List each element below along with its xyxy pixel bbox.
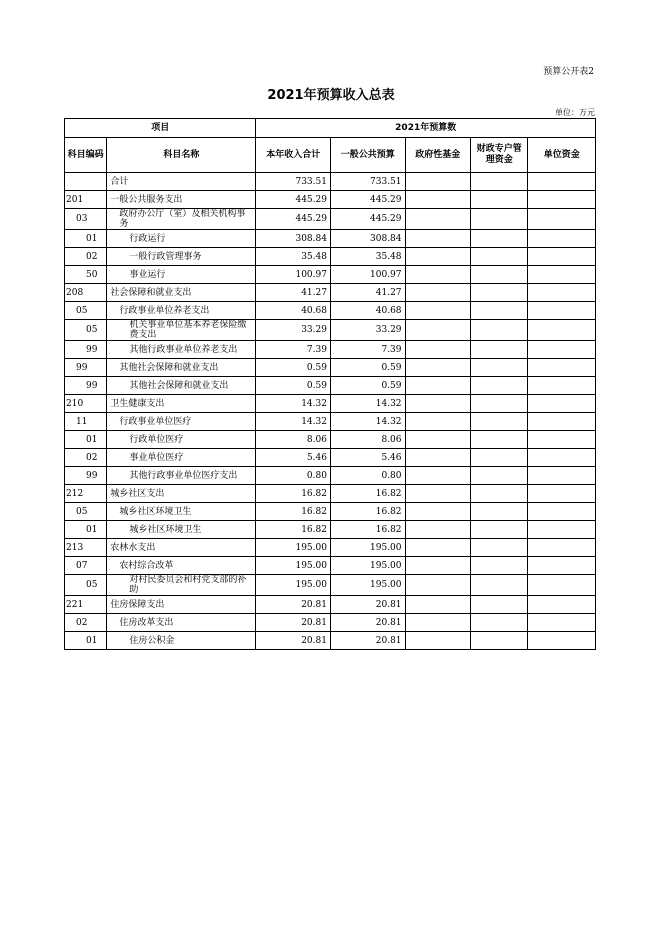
cell-unit	[528, 614, 596, 632]
header-row-group	[65, 119, 596, 138]
cell-code: 208	[65, 284, 107, 302]
cell-fund	[405, 302, 470, 320]
header-unit: 单位资金	[528, 138, 596, 173]
cell-name: 对村民委员会和村党支部的补助	[107, 575, 256, 596]
cell-special	[471, 359, 528, 377]
cell-special	[471, 575, 528, 596]
cell-name: 行政事业单位医疗	[107, 413, 256, 431]
table-row	[65, 413, 596, 431]
cell-special	[471, 266, 528, 284]
cell-unit	[528, 377, 596, 395]
cell-general: 100.97	[330, 266, 405, 284]
cell-general: 0.80	[330, 467, 405, 485]
cell-total: 14.32	[256, 395, 331, 413]
cell-name: 一般公共服务支出	[107, 191, 256, 209]
header-project: 项目	[65, 119, 256, 138]
cell-unit	[528, 449, 596, 467]
cell-special	[471, 341, 528, 359]
cell-name: 行政事业单位养老支出	[107, 302, 256, 320]
cell-general: 20.81	[330, 614, 405, 632]
cell-general: 16.82	[330, 485, 405, 503]
cell-general: 195.00	[330, 575, 405, 596]
cell-unit	[528, 266, 596, 284]
cell-general: 733.51	[330, 173, 405, 191]
cell-code: 11	[65, 413, 107, 431]
cell-code: 02	[65, 449, 107, 467]
cell-total: 5.46	[256, 449, 331, 467]
table-row	[65, 230, 596, 248]
cell-total: 20.81	[256, 596, 331, 614]
table-row	[65, 284, 596, 302]
cell-unit	[528, 173, 596, 191]
cell-general: 16.82	[330, 521, 405, 539]
cell-special	[471, 614, 528, 632]
cell-special	[471, 632, 528, 650]
cell-total: 16.82	[256, 503, 331, 521]
cell-name: 住房改革支出	[107, 614, 256, 632]
table-row	[65, 449, 596, 467]
cell-name: 农林水支出	[107, 539, 256, 557]
cell-total: 445.29	[256, 191, 331, 209]
table-row	[65, 377, 596, 395]
cell-general: 8.06	[330, 431, 405, 449]
cell-unit	[528, 557, 596, 575]
cell-code: 01	[65, 632, 107, 650]
cell-code: 05	[65, 503, 107, 521]
cell-fund	[405, 230, 470, 248]
cell-unit	[528, 575, 596, 596]
cell-general: 445.29	[330, 209, 405, 230]
cell-special	[471, 503, 528, 521]
cell-fund	[405, 557, 470, 575]
table-row	[65, 320, 596, 341]
cell-general: 445.29	[330, 191, 405, 209]
cell-unit	[528, 209, 596, 230]
cell-general: 195.00	[330, 539, 405, 557]
cell-unit	[528, 248, 596, 266]
cell-fund	[405, 209, 470, 230]
cell-code: 03	[65, 209, 107, 230]
header-fund: 政府性基金	[405, 138, 470, 173]
table-row	[65, 191, 596, 209]
cell-special	[471, 302, 528, 320]
cell-name: 其他社会保障和就业支出	[107, 377, 256, 395]
cell-fund	[405, 632, 470, 650]
cell-unit	[528, 632, 596, 650]
cell-fund	[405, 431, 470, 449]
header-row-columns	[65, 138, 596, 173]
table-row	[65, 431, 596, 449]
header-name: 科目名称	[107, 138, 256, 173]
cell-unit	[528, 485, 596, 503]
page-title: 2021年预算收入总表	[267, 88, 395, 103]
cell-total: 14.32	[256, 413, 331, 431]
cell-fund	[405, 449, 470, 467]
table-row	[65, 614, 596, 632]
cell-name: 住房保障支出	[107, 596, 256, 614]
cell-total: 20.81	[256, 614, 331, 632]
header-code: 科目编码	[65, 138, 107, 173]
header-special: 财政专户管理资金	[471, 138, 528, 173]
table-row	[65, 395, 596, 413]
cell-unit	[528, 431, 596, 449]
cell-code: 99	[65, 467, 107, 485]
cell-code: 99	[65, 359, 107, 377]
table-row	[65, 209, 596, 230]
cell-special	[471, 320, 528, 341]
table-row	[65, 341, 596, 359]
cell-general: 308.84	[330, 230, 405, 248]
cell-total: 7.39	[256, 341, 331, 359]
cell-name: 城乡社区支出	[107, 485, 256, 503]
document-id: 预算公开表2	[543, 67, 594, 77]
cell-general: 40.68	[330, 302, 405, 320]
cell-name: 机关事业单位基本养老保险缴费支出	[107, 320, 256, 341]
cell-special	[471, 248, 528, 266]
cell-unit	[528, 284, 596, 302]
cell-fund	[405, 413, 470, 431]
cell-total: 195.00	[256, 557, 331, 575]
cell-fund	[405, 467, 470, 485]
cell-name: 合计	[107, 173, 256, 191]
cell-total: 35.48	[256, 248, 331, 266]
cell-fund	[405, 395, 470, 413]
table-row	[65, 248, 596, 266]
cell-fund	[405, 596, 470, 614]
cell-fund	[405, 248, 470, 266]
cell-total: 0.80	[256, 467, 331, 485]
cell-general: 195.00	[330, 557, 405, 575]
cell-name: 卫生健康支出	[107, 395, 256, 413]
cell-special	[471, 413, 528, 431]
cell-name: 事业运行	[107, 266, 256, 284]
cell-code: 02	[65, 248, 107, 266]
cell-total: 733.51	[256, 173, 331, 191]
table-row	[65, 173, 596, 191]
cell-unit	[528, 395, 596, 413]
cell-special	[471, 467, 528, 485]
budget-table	[64, 118, 596, 650]
cell-total: 16.82	[256, 485, 331, 503]
header-general: 一般公共预算	[330, 138, 405, 173]
cell-general: 7.39	[330, 341, 405, 359]
cell-special	[471, 485, 528, 503]
cell-code: 01	[65, 230, 107, 248]
cell-total: 308.84	[256, 230, 331, 248]
cell-general: 20.81	[330, 596, 405, 614]
cell-fund	[405, 266, 470, 284]
table-row	[65, 539, 596, 557]
cell-special	[471, 449, 528, 467]
cell-general: 41.27	[330, 284, 405, 302]
cell-code: 50	[65, 266, 107, 284]
table-row	[65, 557, 596, 575]
cell-code: 05	[65, 320, 107, 341]
cell-code: 01	[65, 521, 107, 539]
table-row	[65, 467, 596, 485]
cell-total: 0.59	[256, 377, 331, 395]
table-row	[65, 503, 596, 521]
cell-unit	[528, 230, 596, 248]
cell-code: 210	[65, 395, 107, 413]
cell-unit	[528, 302, 596, 320]
cell-general: 5.46	[330, 449, 405, 467]
cell-name: 一般行政管理事务	[107, 248, 256, 266]
cell-general: 0.59	[330, 359, 405, 377]
cell-unit	[528, 539, 596, 557]
cell-special	[471, 431, 528, 449]
cell-fund	[405, 284, 470, 302]
cell-fund	[405, 503, 470, 521]
cell-total: 445.29	[256, 209, 331, 230]
cell-unit	[528, 359, 596, 377]
table-row	[65, 521, 596, 539]
cell-code: 05	[65, 302, 107, 320]
cell-fund	[405, 614, 470, 632]
cell-unit	[528, 503, 596, 521]
cell-special	[471, 521, 528, 539]
cell-special	[471, 191, 528, 209]
table-row	[65, 575, 596, 596]
cell-fund	[405, 485, 470, 503]
cell-code: 201	[65, 191, 107, 209]
cell-total: 33.29	[256, 320, 331, 341]
cell-total: 41.27	[256, 284, 331, 302]
cell-code: 99	[65, 377, 107, 395]
table-row	[65, 266, 596, 284]
cell-unit	[528, 341, 596, 359]
cell-code: 05	[65, 575, 107, 596]
cell-special	[471, 230, 528, 248]
cell-special	[471, 377, 528, 395]
cell-special	[471, 395, 528, 413]
cell-total: 195.00	[256, 575, 331, 596]
cell-special	[471, 539, 528, 557]
cell-total: 16.82	[256, 521, 331, 539]
cell-unit	[528, 596, 596, 614]
cell-general: 0.59	[330, 377, 405, 395]
cell-fund	[405, 191, 470, 209]
cell-unit	[528, 191, 596, 209]
cell-special	[471, 284, 528, 302]
cell-total: 8.06	[256, 431, 331, 449]
cell-fund	[405, 320, 470, 341]
table-row	[65, 632, 596, 650]
cell-name: 城乡社区环境卫生	[107, 503, 256, 521]
cell-total: 195.00	[256, 539, 331, 557]
cell-special	[471, 209, 528, 230]
cell-general: 33.29	[330, 320, 405, 341]
cell-name: 事业单位医疗	[107, 449, 256, 467]
table-row	[65, 359, 596, 377]
cell-code: 99	[65, 341, 107, 359]
cell-code	[65, 173, 107, 191]
table-row	[65, 596, 596, 614]
cell-total: 0.59	[256, 359, 331, 377]
cell-name: 住房公积金	[107, 632, 256, 650]
table-body	[65, 173, 596, 650]
cell-code: 213	[65, 539, 107, 557]
cell-name: 社会保障和就业支出	[107, 284, 256, 302]
cell-unit	[528, 467, 596, 485]
cell-total: 40.68	[256, 302, 331, 320]
cell-general: 35.48	[330, 248, 405, 266]
cell-name: 政府办公厅（室）及相关机构事务	[107, 209, 256, 230]
cell-fund	[405, 341, 470, 359]
cell-name: 其他行政事业单位养老支出	[107, 341, 256, 359]
cell-special	[471, 557, 528, 575]
cell-name: 行政单位医疗	[107, 431, 256, 449]
cell-general: 20.81	[330, 632, 405, 650]
header-budget: 2021年预算数	[256, 119, 596, 138]
table-row	[65, 302, 596, 320]
cell-code: 02	[65, 614, 107, 632]
cell-fund	[405, 359, 470, 377]
cell-fund	[405, 521, 470, 539]
cell-general: 16.82	[330, 503, 405, 521]
cell-unit	[528, 521, 596, 539]
table-row	[65, 485, 596, 503]
cell-code: 221	[65, 596, 107, 614]
cell-special	[471, 173, 528, 191]
cell-general: 14.32	[330, 395, 405, 413]
cell-unit	[528, 320, 596, 341]
cell-code: 07	[65, 557, 107, 575]
cell-name: 城乡社区环境卫生	[107, 521, 256, 539]
cell-code: 01	[65, 431, 107, 449]
cell-total: 20.81	[256, 632, 331, 650]
cell-fund	[405, 539, 470, 557]
cell-name: 农村综合改革	[107, 557, 256, 575]
cell-fund	[405, 377, 470, 395]
cell-name: 其他行政事业单位医疗支出	[107, 467, 256, 485]
cell-fund	[405, 575, 470, 596]
cell-general: 14.32	[330, 413, 405, 431]
cell-total: 100.97	[256, 266, 331, 284]
unit-label: 单位：万元	[555, 108, 595, 117]
cell-fund	[405, 173, 470, 191]
cell-name: 行政运行	[107, 230, 256, 248]
cell-name: 其他社会保障和就业支出	[107, 359, 256, 377]
cell-unit	[528, 413, 596, 431]
cell-code: 212	[65, 485, 107, 503]
header-total: 本年收入合计	[256, 138, 331, 173]
cell-special	[471, 596, 528, 614]
